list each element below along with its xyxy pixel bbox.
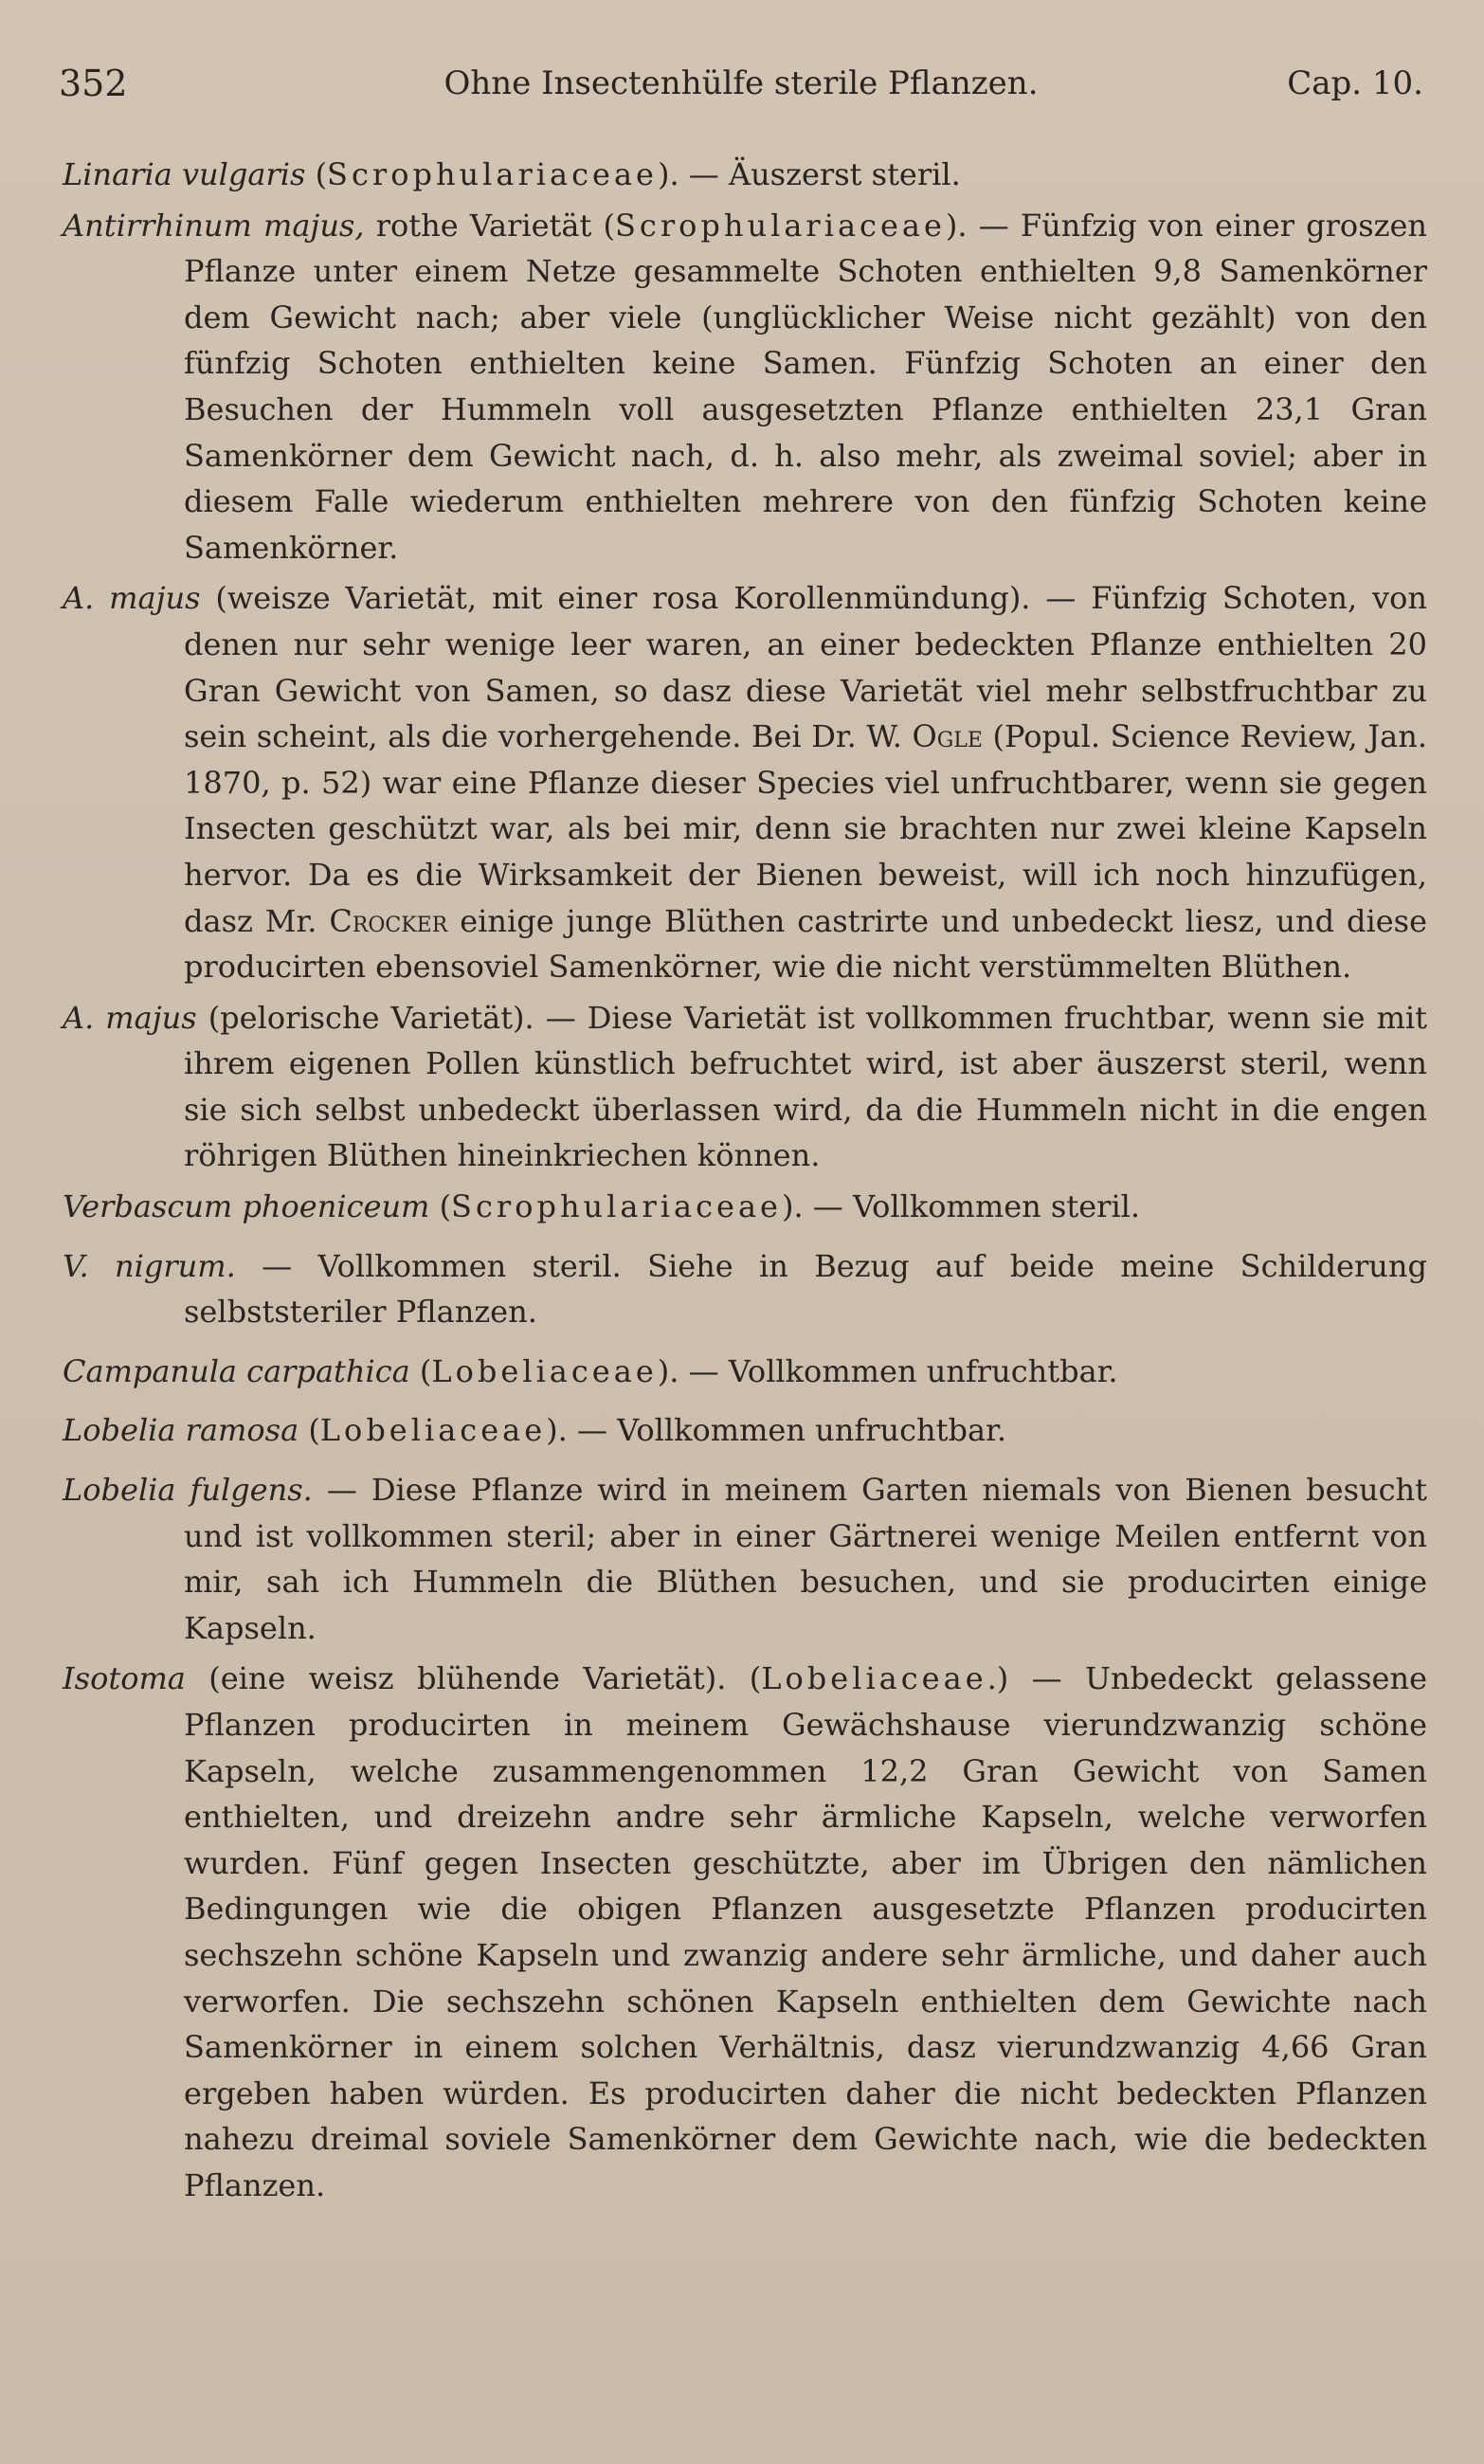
species-name: V. nigrum. (63, 1247, 236, 1284)
species-name: Isotoma (63, 1660, 186, 1697)
entry-text: (weisze Varietät, mit einer rosa Korollenmündung). — Fünfzig Schoten, von denen nur sehr wenige leer waren, an einer bedeckten Pflanze enthielten 20 Gran Gewicht von Samen, so dasz diese Varietät viel mehr selbstfruchtbar zu sein scheint, als die vorhergehende. Bei Dr. W. (184, 580, 1428, 755)
entry-antirrhinum-majus-red (63, 203, 1427, 571)
entry-verbascum-phoeniceum (63, 1184, 1427, 1230)
family-name: Lobeliaceae (761, 1660, 987, 1697)
family-name: Scrophulariaceae (327, 156, 658, 192)
entry-text: — Diese Pflanze wird in meinem Garten niemals von Bienen besucht und ist vollkommen steril; aber in einer Gärtnerei wenige Meilen entfernt von mir, sah ich Hummeln die Blüthen besuchen, und sie producirten einige Kapseln. (184, 1472, 1428, 1646)
species-name: A. majus (63, 999, 197, 1036)
entry-text: — Vollkommen steril. Siehe in Bezug auf beide meine Schilderung selbststeriler Pflanzen. (184, 1247, 1428, 1331)
species-name: Linaria vulgaris (63, 156, 306, 192)
page-body (63, 152, 1427, 2214)
species-name: Lobelia ramosa (63, 1412, 299, 1449)
entry-text: (Scrophulariaceae). — Äuszerst steril. (305, 156, 961, 192)
species-name: Antirrhinum majus, (63, 207, 365, 244)
entry-text: (Scrophulariaceae). — Vollkommen steril. (429, 1188, 1141, 1225)
entry-a-majus-peloric (63, 995, 1427, 1179)
entry-a-majus-white (63, 575, 1427, 989)
entry-isotoma (63, 1656, 1427, 2208)
entry-text: (Popul. Science Review, Jan. 1870, p. 52) war eine Pflanze dieser Species viel unfruchtbarer, wenn sie gegen Insecten geschützt war, als bei mir, denn sie brachten nur zwei kleine Kapseln hervor. Da es die Wirksamkeit der Bienen beweist, will ich noch hinzufügen, dasz Mr. (184, 718, 1427, 939)
species-name: Lobelia fulgens. (63, 1472, 313, 1509)
species-name: Campanula carpathica (63, 1352, 410, 1389)
entry-linaria-vulgaris (63, 152, 1427, 198)
species-name: A. majus (63, 580, 201, 617)
family-name: Scrophulariaceae (451, 1188, 782, 1225)
entry-lobelia-fulgens (63, 1467, 1427, 1651)
family-name: Lobeliaceae (319, 1412, 547, 1449)
person-name-ogle: Ogle (912, 718, 983, 755)
entry-text: rothe Varietät (Scrophulariaceae). — Fünfzig von einer groszen Pflanze unter einem Netze gesammelte Schoten enthielten 9,8 Samenkörner dem Gewicht nach; aber viele (unglücklicher Weise nicht gezählt) von den fünfzig Schoten enthielten keine Samen. Fünfzig Schoten an einer den Besuchen der Hummeln voll ausgesetzten Pflanze enthielten 23,1 Gran Samenkörner dem Gewicht nach, d. h. also mehr, als zweimal soviel; aber in diesem Falle wiederum enthielten mehrere von den fünfzig Schoten keine Samenkörner. (184, 207, 1428, 566)
entry-text: (Lobeliaceae). — Vollkommen unfruchtbar. (409, 1352, 1118, 1389)
entry-text: (eine weisz blühende Varietät). (Lobeliaceae.) — Unbedeckt gelassene Pflanzen producirten in meinem Gewächshause vierundzwanzig schöne Kapseln, welche zusammengenommen 12,2 Gran Gewicht von Samen enthielten, und dreizehn andre sehr ärmliche Kapseln, welche verworfen wurden. Fünf gegen Insecten geschützte, aber im Übrigen den nämlichen Bedingungen wie die obigen Pflanzen ausgesetzte Pflanzen producirten sechszehn schöne Kapseln und zwanzig andere sehr ärmliche, und daher auch verworfen. Die sechszehn schönen Kapseln enthielten dem Gewichte nach Samenkörner in einem solchen Verhältnis, dasz vierundzwanzig 4,66 Gran ergeben haben würden. Es producirten daher die nicht bedeckten Pflanzen nahezu dreimal soviele Samenkörner dem Gewichte nach, wie die bedeckten Pflanzen. (184, 1660, 1428, 2203)
page-number: 352 (59, 63, 128, 104)
entry-lobelia-ramosa (63, 1407, 1427, 1454)
entry-text: einige junge Blüthen castrirte und unbedeckt liesz, und diese producirten ebensoviel Samenkörner, wie die nicht verstümmelten Blüthen. (184, 902, 1428, 986)
page-header (59, 55, 1423, 112)
running-title: Ohne Insectenhülfe sterile Pflanzen. (443, 64, 1039, 102)
entry-campanula-carpathica (63, 1349, 1427, 1395)
entry-text: (pelorische Varietät). — Diese Varietät ist vollkommen fruchtbar, wenn sie mit ihrem eigenen Pollen künstlich befruchtet wird, ist aber äuszerst steril, wenn sie sich selbst unbedeckt überlassen wird, da die Hummeln nicht in die engen röhrigen Blüthen hineinkriechen können. (184, 999, 1427, 1174)
family-name: Lobeliaceae (431, 1352, 658, 1389)
family-name: Scrophulariaceae (614, 207, 946, 244)
entry-v-nigrum (63, 1243, 1427, 1335)
species-name: Verbascum phoeniceum (63, 1188, 430, 1225)
person-name-crocker: Crocker (329, 902, 448, 939)
chapter-label: Cap. 10. (1287, 64, 1423, 102)
entry-text: (Lobeliaceae). — Vollkommen unfruchtbar. (299, 1412, 1006, 1449)
